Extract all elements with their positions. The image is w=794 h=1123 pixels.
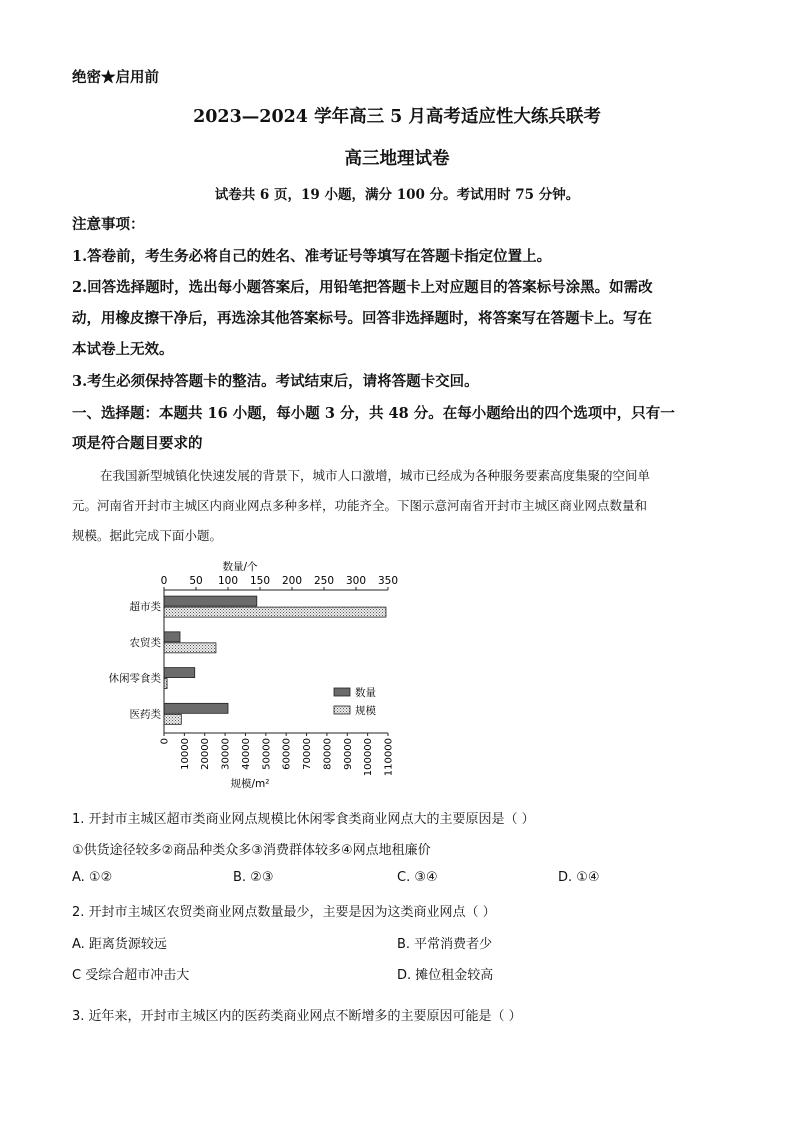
scale-bar — [164, 607, 386, 617]
bottom-axis-tick-label: 30000 — [220, 738, 232, 770]
top-axis-tick-label: 0 — [160, 575, 168, 587]
bottom-axis-tick-label: 10000 — [179, 738, 191, 770]
bottom-axis-tick-label: 100000 — [363, 738, 375, 777]
top-axis-tick-label: 150 — [249, 575, 271, 587]
notice-item-2-line-1: 2.回答选择题时，选出每小题答案后，用铅笔把答题卡上对应题目的答案标号涂黑。如需改 — [72, 279, 653, 296]
category-label: 超市类 — [129, 601, 161, 614]
subject-title: 高三地理试卷 — [344, 149, 450, 169]
chart-legend — [334, 686, 376, 717]
question-1-option-b[interactable]: B. ②③ — [233, 870, 274, 885]
question-3-stem: 3. 近年来，开封市主城区内的医药类商业网点不断增多的主要原因可能是（ ） — [72, 1009, 522, 1024]
secret-label: 绝密★启用前 — [72, 69, 159, 86]
passage-line-1: 在我国新型城镇化快速发展的背景下，城市人口激增，城市已经成为各种服务要素高度集聚的空间单 — [100, 468, 651, 483]
bottom-axis-tick-label: 90000 — [342, 738, 354, 770]
top-axis-tick-label: 200 — [281, 575, 303, 587]
legend-swatch-count — [334, 688, 350, 696]
bottom-axis-label: 规模/m² — [230, 778, 270, 790]
question-2-option-a[interactable]: A. 距离货源较远 — [72, 937, 167, 952]
question-1-statements: ①供货途径较多②商品种类众多③消费群体较多④网点地租廉价 — [72, 843, 431, 858]
bottom-axis-tick-label: 40000 — [240, 738, 252, 770]
passage-line-3: 规模。据此完成下面小题。 — [72, 528, 223, 543]
bottom-axis-tick-label: 80000 — [322, 738, 334, 770]
notice-item-1: 1.答卷前，考生务必将自己的姓名、准考证号等填写在答题卡指定位置上。 — [72, 248, 552, 265]
notice-item-3: 3.考生必须保持答题卡的整洁。考试结束后，请将答题卡交回。 — [72, 373, 479, 390]
question-1-stem: 1. 开封市主城区超市类商业网点规模比休闲零食类商业网点大的主要原因是（ ） — [72, 812, 535, 827]
exam-info: 试卷共 6 页，19 小题，满分 100 分。考试用时 75 分钟。 — [214, 187, 580, 203]
bottom-axis-tick-label: 70000 — [302, 738, 314, 770]
count-bar — [164, 632, 180, 642]
notice-item-2-line-3: 本试卷上无效。 — [72, 341, 174, 358]
bottom-axis-tick-label: 110000 — [383, 738, 395, 777]
section-heading-line-2: 项是符合题目要求的 — [72, 435, 203, 452]
question-1-option-c[interactable]: C. ③④ — [397, 870, 438, 885]
question-1-option-a[interactable]: A. ①② — [72, 870, 113, 885]
count-bar — [164, 668, 195, 678]
legend-swatch-scale — [334, 706, 350, 714]
notice-heading: 注意事项： — [72, 216, 145, 233]
legend-label-count: 数量 — [355, 687, 376, 699]
bottom-axis-tick-label: 0 — [159, 738, 171, 745]
passage-line-2: 元。河南省开封市主城区内商业网点多种多样，功能齐全。下图示意河南省开封市主城区商业网点数量和 — [72, 498, 648, 513]
category-label: 农贸类 — [129, 636, 161, 649]
category-label: 休闲零食类 — [108, 672, 161, 685]
business-outlets-chart — [100, 555, 420, 795]
count-bar — [164, 596, 257, 606]
question-2-option-d[interactable]: D. 摊位租金较高 — [397, 968, 494, 983]
scale-bar — [164, 643, 216, 653]
category-label: 医药类 — [129, 708, 161, 721]
top-axis-tick-label: 300 — [345, 575, 367, 587]
bottom-axis-tick-label: 60000 — [281, 738, 293, 770]
question-2-stem: 2. 开封市主城区农贸类商业网点数量最少，主要是因为这类商业网点（ ） — [72, 905, 496, 920]
scale-bar — [164, 714, 181, 724]
top-axis-label: 数量/个 — [222, 561, 258, 573]
top-axis-tick-label: 250 — [313, 575, 335, 587]
count-bar — [164, 703, 228, 713]
top-axis-tick-label: 50 — [189, 575, 203, 587]
bottom-axis-tick-label: 50000 — [261, 738, 273, 770]
top-axis-tick-label: 350 — [377, 575, 399, 587]
section-heading-line-1: 一、选择题：本题共 16 小题，每小题 3 分，共 48 分。在每小题给出的四个选项中，只有一 — [72, 405, 675, 422]
legend-label-scale: 规模 — [355, 705, 376, 717]
top-axis-tick-label: 100 — [217, 575, 239, 587]
bottom-axis-tick-label: 20000 — [200, 738, 212, 770]
exam-title: 2023—2024 学年高三 5 月高考适应性大练兵联考 — [193, 107, 601, 127]
question-2-option-c[interactable]: C 受综合超市冲击大 — [72, 968, 190, 983]
notice-item-2-line-2: 动，用橡皮擦干净后，再选涂其他答案标号。回答非选择题时，将答案写在答题卡上。写在 — [72, 310, 652, 327]
question-2-option-b[interactable]: B. 平常消费者少 — [397, 937, 493, 952]
question-1-option-d[interactable]: D. ①④ — [558, 870, 600, 885]
